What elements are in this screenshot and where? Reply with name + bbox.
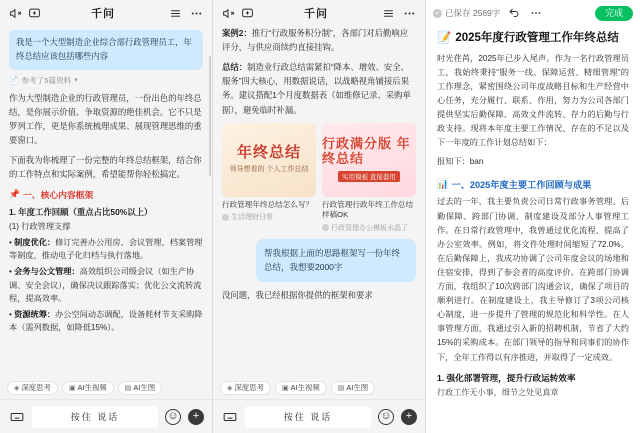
card-source: 生活理财日常	[222, 212, 316, 222]
image-icon: ▤	[337, 384, 345, 392]
more-icon[interactable]	[527, 5, 544, 22]
chevron-down-icon: ▾	[74, 77, 78, 85]
bullet-label: 会务与公文管理：	[14, 266, 80, 276]
chip-ai-image[interactable]: ▤ AI生图	[118, 381, 162, 394]
card-thumbnail	[322, 123, 416, 197]
doc-paragraph: 过去的一年，我主要负责公司日常行政事务管理、后勤保障、跨部门协调、制度建设及部分人事管理工作。在日常行政管理中，我曾通过优化流程、提高了办公室效率。例如，将文件处理时间缩短了72.0%。在后勤保障上，我成功协调了公司年度会议的场地和住宿安排，得到了参会者的高度评价。在跨部门协调方面，我组织了10次跨部门沟通会议，确保了项目的顺利进行。在制度建设上，我主导修订了3项公司核心制度，进一步提升了管理的规范化和科学性。在人事管理方面，我通过引入新的招聘机制，节省了大约15%的采购成本。在部门领导的指导和同事们的协作下，全年工作得以有序推进，并取得了一定成效。	[437, 197, 629, 362]
brain-icon: ◈	[227, 384, 233, 392]
chat-scroll-left[interactable]	[0, 26, 212, 377]
mute-icon[interactable]	[7, 5, 24, 22]
summary-label: 总结：	[222, 62, 248, 73]
summary-text: 制造业行政总结需紧扣“降本、增效、安全、服务”四大核心，用数据说话，以战略视角铺接后果务。建议搭配1个月度数据表（如维修记录、采购单据），避免临时补漏。	[222, 62, 411, 115]
doc-section-heading: 📊 一、2025年度主要工作回顾与成果	[437, 178, 592, 191]
toolbar-chips-middle	[213, 377, 425, 399]
menu-icon[interactable]	[167, 5, 184, 22]
section-heading-1: 📌 一、核心内容框架	[9, 189, 94, 201]
video-icon: ▣	[68, 384, 76, 392]
bullet-text: 办公空间动态调配，设备耗材节支采购降本（需列数据，如降低15%）。	[9, 309, 203, 333]
keyboard-toggle-icon[interactable]	[8, 408, 25, 425]
mute-icon[interactable]	[220, 5, 237, 22]
bullet-label: 资源统筹：	[14, 309, 56, 319]
voice-input-button[interactable]: 按住 说话	[32, 406, 158, 428]
document-pane-right	[426, 0, 640, 433]
user-message: 帮我根据上面的思路框架写一份年终总结，我想要2000字	[256, 239, 416, 282]
reply-paragraph-1: 作为大型制造企业的行政管理员，一份出色的年终总结，是你展示价值、争取资源的绝佳机会。它不只是罗列工作，更是你系统梳理成果、展现管理思维的重要窗口。	[9, 92, 202, 146]
pin-icon: 📌	[9, 189, 20, 200]
chip-deep-think[interactable]: ◈ 深度思考	[7, 381, 58, 394]
avatar	[222, 214, 229, 221]
reply-paragraph-2: 下面我为你梳理了一份完整的年终总结框架，结合你的工作特点和实际案例，希望能帮你轻松搞定。	[9, 155, 202, 180]
scrollbar[interactable]	[209, 56, 211, 176]
case-block	[222, 26, 416, 54]
bot-reply: 没问题，我已经根据你提供的框架和要求	[222, 289, 373, 300]
pane-title: 千问	[304, 8, 328, 20]
bullet-label: 制度优化：	[14, 237, 56, 247]
subheading-1: 1. 年度工作回顾（重点占比50%以上）	[9, 207, 153, 218]
topbar-middle	[213, 0, 425, 26]
input-bar-middle	[213, 399, 425, 433]
card-thumbnail	[222, 123, 316, 197]
emoji-button[interactable]: ☺	[165, 409, 181, 425]
pane-title: 千问	[91, 8, 115, 20]
page-title: 📝 2025年度行政管理工作年终总结	[437, 31, 629, 47]
bullet-item: • 资源统筹：办公空间动态调配，设备耗材节支采购降本（需列数据，如降低15%）。	[9, 309, 203, 333]
reference-cards	[222, 123, 416, 233]
reference-card[interactable]	[222, 123, 316, 233]
reference-card[interactable]	[322, 123, 416, 233]
chat-pane-middle	[213, 0, 426, 433]
sources-row[interactable]	[9, 75, 203, 86]
bullet-text: 修订完善办公用房、会议管理、档案管理等制度，推动电子化归档与执行落地。	[9, 237, 203, 261]
case-title: 案例2：	[222, 28, 252, 38]
doc-subsection-heading: 1. 强化部署管理，提升行政运转效率	[437, 372, 576, 383]
case-text: 推行“行政服务积分制”，各部门对后勤响应评分，与供应商续约直接挂钩。	[222, 28, 409, 53]
doc-paragraph: 报知下：ban	[437, 157, 484, 167]
topbar-right	[426, 0, 640, 26]
card-source: 行政管理办公模板水晶了	[322, 223, 416, 233]
chart-icon: 📊	[437, 178, 449, 189]
chip-ai-video[interactable]: ▣ AI生视频	[275, 381, 327, 394]
emoji-button[interactable]: ☺	[378, 409, 394, 425]
card-caption: 行政管理行政年终工作总结样稿OK	[322, 199, 414, 220]
save-status: ✓ 已保存 2569字	[434, 8, 501, 18]
chip-ai-video[interactable]: ▣ AI生视频	[62, 381, 114, 394]
plus-button[interactable]: +	[401, 409, 417, 425]
user-message: 我是一个大型制造企业综合部行政管理员工，年终总结应该包括哪些内容	[9, 30, 203, 70]
image-icon: ▤	[124, 384, 132, 392]
subheading-1-1: (1) 行政管理支撑	[9, 222, 71, 232]
avatar	[322, 224, 329, 231]
bullet-text: 高效组织公司级会议（如生产协调、安全会议），确保决议跟踪落实；优化公文流转流程，提高效率。	[9, 266, 202, 304]
memo-icon: 📝	[437, 32, 452, 44]
bullet-item: • 制度优化：修订完善办公用房、会议管理、档案管理等制度，推动电子化归档与执行落地。	[9, 237, 203, 261]
undo-icon[interactable]	[505, 5, 522, 22]
document-scroll[interactable]	[426, 26, 640, 433]
more-icon[interactable]	[401, 5, 418, 22]
chip-ai-image[interactable]: ▤ AI生图	[331, 381, 375, 394]
finish-button[interactable]: 完成	[595, 6, 633, 21]
sources-label: 参考了5篇资料	[21, 75, 72, 85]
more-icon[interactable]	[188, 5, 205, 22]
check-circle-icon: ✓	[434, 10, 441, 17]
poster-title: 行政满分版 年终总结	[322, 136, 411, 167]
menu-icon[interactable]	[380, 5, 397, 22]
input-bar-left	[0, 399, 212, 433]
plus-button[interactable]: +	[188, 409, 204, 425]
doc-paragraph: 行政工作无小事，细节之处见真章	[437, 387, 559, 397]
keyboard-toggle-icon[interactable]	[221, 408, 238, 425]
bullet-item: • 会务与公文管理：高效组织公司级会议（如生产协调、安全会议），确保决议跟踪落实；优化公文流转流程，提高效率。	[9, 266, 202, 304]
chat-pane-left	[0, 0, 213, 433]
poster-title: 年终总结	[236, 144, 301, 162]
chat-scroll-middle[interactable]	[213, 26, 425, 377]
chip-deep-think[interactable]: ◈ 深度思考	[220, 381, 271, 394]
video-icon: ▣	[281, 384, 289, 392]
summary-block	[222, 60, 416, 116]
voice-input-button[interactable]: 按住 说话	[245, 406, 371, 428]
doc-paragraph: 时光荏苒，2025年已步入尾声。作为一名行政管理员工，我始终秉持“服务一线、保障运营、精细管理”的工作理念，紧密围绕公司年度战略目标和生产经营中心任务，充分履行、联系、作用，努力为公司各部门提供坚实后勤保障、高效文件流转、存力的后勤与行政支持。现将本年度主要工作情况、存在的不足以及下一年度的工作计划总结如下：	[437, 53, 629, 148]
card-caption: 行政管理年终总结怎么写？	[222, 199, 314, 209]
brain-icon: ◈	[14, 384, 20, 392]
topbar-left	[0, 0, 212, 26]
book-icon: 📄	[9, 75, 19, 85]
poster-subtitle: 领导想看的 个人工作总结	[229, 165, 309, 173]
poster-tag: 实用模板 直接套用	[338, 171, 400, 182]
toolbar-chips-left	[0, 377, 212, 399]
